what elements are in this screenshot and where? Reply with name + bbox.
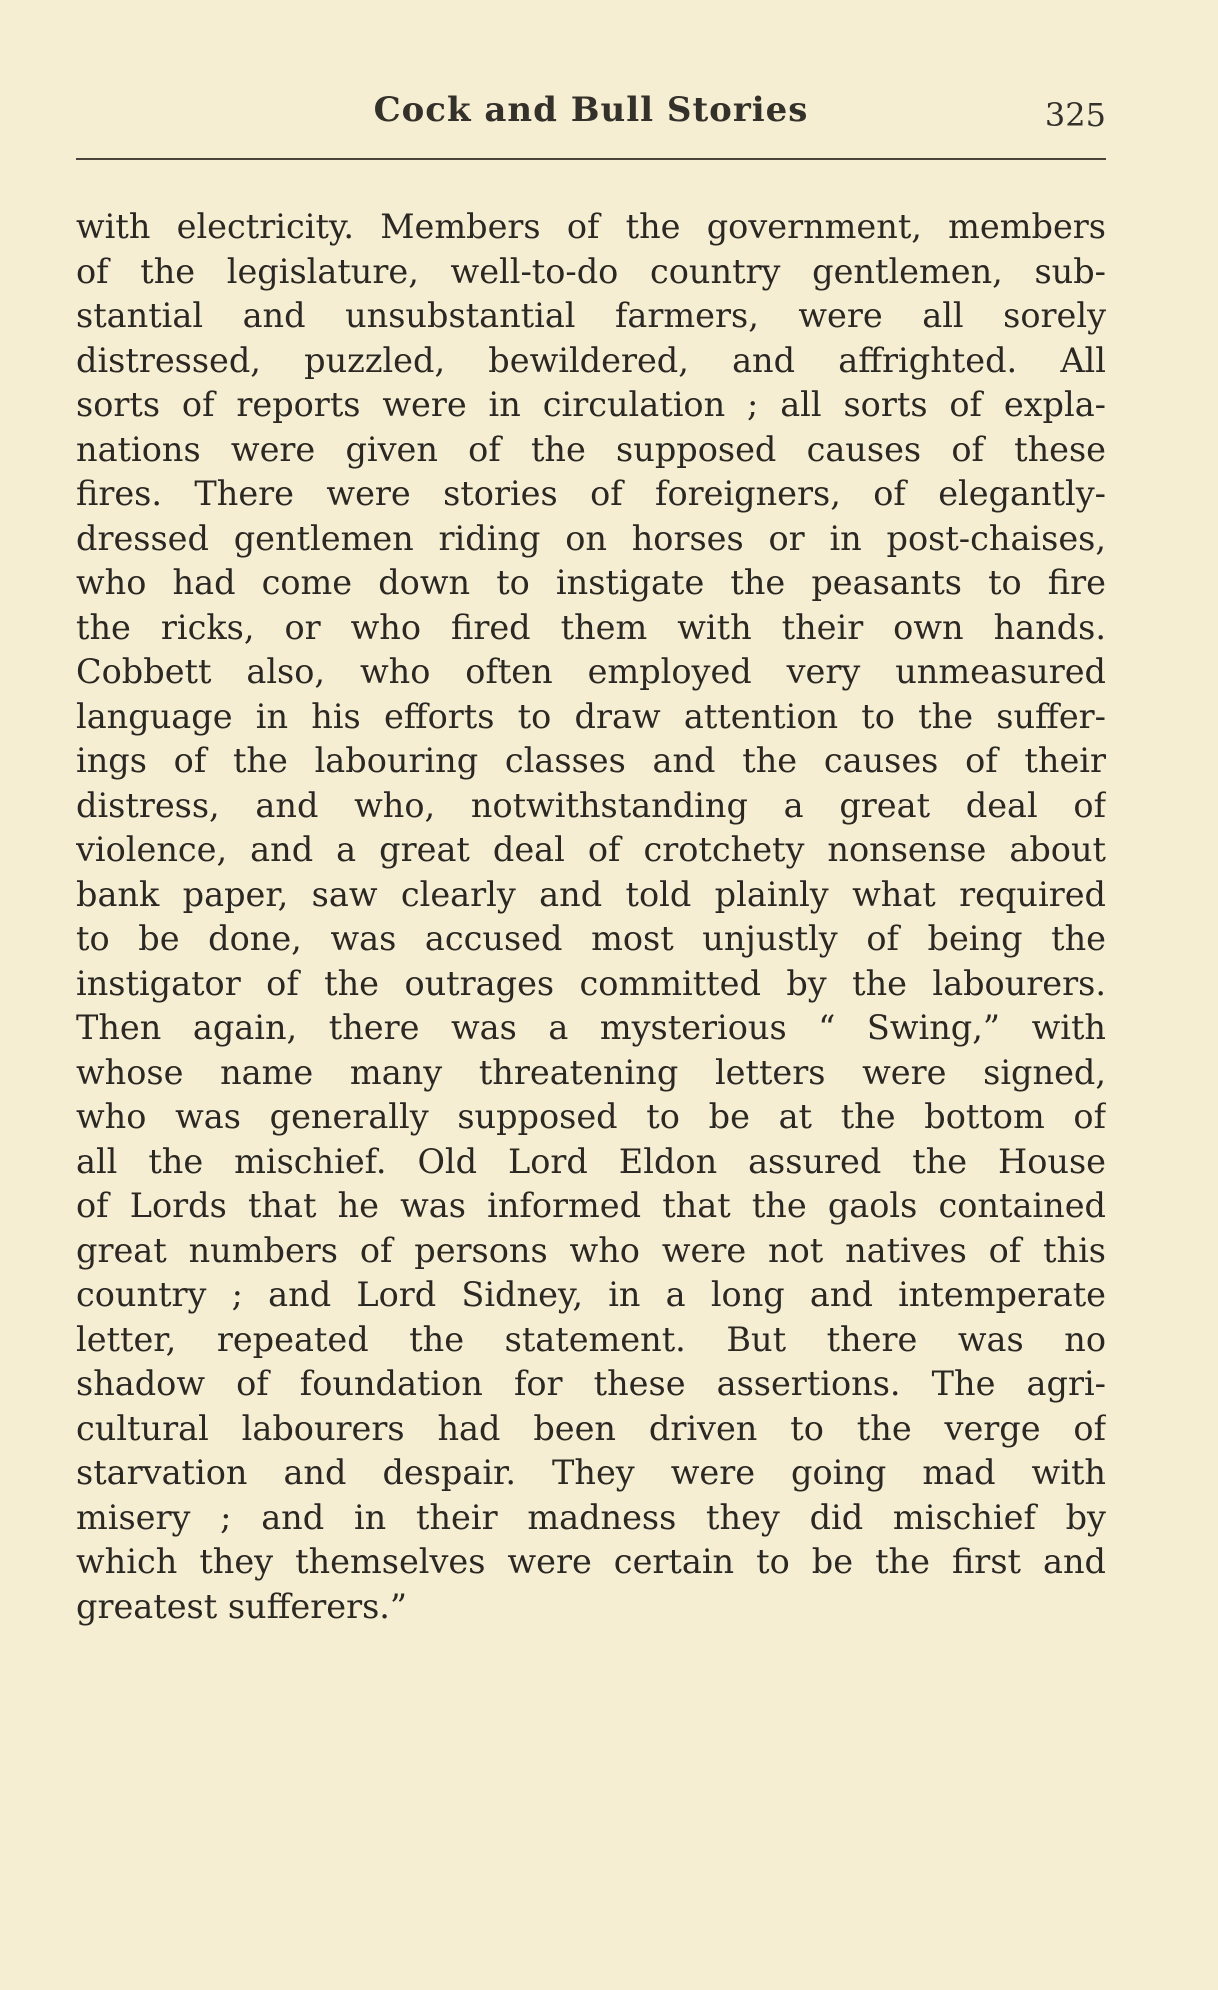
text-line: great numbers of persons who were not natives of this [76,1230,1106,1270]
text-line: fires. There were stories of foreigners, of elegantly- [76,474,1106,513]
header-rule [76,158,1106,160]
text-line: misery ; and in their madness they did mischief by [76,1497,1106,1537]
text-line: violence, and a great deal of crotchety nonsense about [76,830,1106,869]
text-line: cultural labourers had been driven to the verge of [76,1408,1106,1448]
text-line: country ; and Lord Sidney, in a long and intemperate [76,1275,1106,1314]
text-line: distress, and who, notwithstanding a great deal of [76,785,1106,825]
text-line: nations were given of the supposed causes of these [76,429,1106,469]
text-line: Then again, there was a mysterious “ Swing,” with [76,1008,1106,1047]
page-number: 325 [1044,96,1106,134]
body-paragraph [76,205,1106,1629]
text-line: greatest sufferers.” [76,1586,408,1626]
text-line: sorts of reports were in circulation ; all sorts of expla- [76,385,1106,424]
running-title: Cock and Bull Stories [373,90,809,130]
text-line: ings of the labouring classes and the causes of their [76,741,1106,780]
text-line: who had come down to instigate the peasants to fire [76,563,1106,602]
text-line: starvation and despair. They were going mad with [76,1453,1106,1492]
text-line: shadow of foundation for these assertions. The agri- [76,1364,1106,1403]
text-line: to be done, was accused most unjustly of being the [76,919,1106,958]
text-line: distressed, puzzled, bewildered, and affrighted. All [76,340,1106,380]
text-line: instigator of the outrages committed by the labourers. [76,963,1106,1003]
text-line: language in his efforts to draw attention to the suffer- [76,696,1106,736]
text-line: with electricity. Members of the government, members [76,207,1106,246]
text-line: of Lords that he was informed that the gaols contained [76,1186,1106,1225]
text-line: which they themselves were certain to be the first and [76,1542,1106,1581]
text-line: whose name many threatening letters were signed, [76,1052,1106,1092]
text-line: Cobbett also, who often employed very unmeasured [76,652,1106,691]
running-head [76,90,1106,142]
text-line: letter, repeated the statement. But there was no [76,1319,1106,1359]
text-line: dressed gentlemen riding on horses or in post-chaises, [76,518,1106,558]
text-line: stantial and unsubstantial farmers, were all sorely [76,296,1106,335]
text-line: of the legislature, well-to-do country gentlemen, sub- [76,251,1106,291]
text-line: who was generally supposed to be at the bottom of [76,1097,1106,1136]
text-line: bank paper, saw clearly and told plainly what required [76,874,1106,914]
text-line: the ricks, or who fired them with their own hands. [76,607,1106,647]
text-line: all the mischief. Old Lord Eldon assured the House [76,1141,1106,1181]
